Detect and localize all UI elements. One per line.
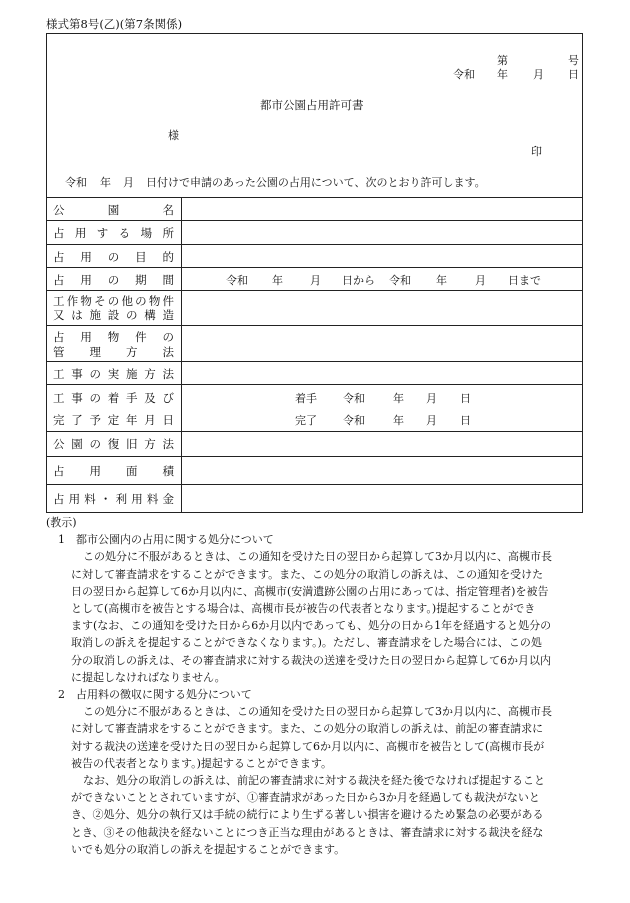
date-month: 月	[533, 68, 544, 81]
row-label: 工 作 物 そ の 他 の 物 件	[53, 294, 174, 308]
period-year-to: 年	[436, 274, 447, 287]
date-era: 令和	[453, 68, 475, 81]
table-rule	[46, 220, 583, 221]
table-rule	[46, 267, 583, 268]
section1-line: ます(なお、この通知を受けた日から6か月以内であっても、処分の日から1年を経過すると処分の	[71, 619, 552, 633]
period-from: 日から	[342, 274, 375, 287]
period-era-from: 令和	[226, 274, 248, 287]
construction-end-era: 令和	[343, 414, 365, 427]
section1-line: 取消しの訴えを提起することができなくなります。)。ただし、審査請求をした場合には、この処	[71, 636, 542, 650]
section2-line: ができないこととされていますが、①審査請求があった日から3か月を経過しても裁決がないと	[71, 791, 540, 805]
construction-end-year: 年	[393, 414, 404, 427]
section2-line: いでも処分の取消しの訴えを提起することができます。	[71, 842, 346, 856]
table-rule	[46, 244, 583, 245]
intro-era: 令和	[65, 176, 87, 189]
construction-start-era: 令和	[343, 392, 365, 405]
instructions	[46, 514, 552, 858]
row-label: 占 用 料 ・ 利 用 料 金	[53, 492, 174, 506]
row-label: 工 事 の 実 施 方 法	[53, 367, 174, 381]
section2-line: 対する裁決の送達を受けた日の翌日から起算して6か月以内に、高槻市を被告として(高槻市長が	[71, 739, 545, 753]
addressee-suffix: 様	[168, 129, 179, 142]
date-day: 日	[568, 68, 579, 81]
section1-line: に提起しなければなりません。	[71, 670, 226, 684]
number-suffix: 号	[568, 54, 579, 67]
row-label: 公 園 名	[53, 203, 174, 217]
row-label: 又 は 施 設 の 構 造	[53, 308, 174, 322]
number-prefix: 第	[497, 54, 508, 67]
instructions-heading: (教示)	[46, 516, 77, 529]
table-rule	[46, 290, 583, 291]
row-label: 工 事 の 着 手 及 び	[53, 391, 174, 405]
table-rule	[46, 361, 583, 362]
section2-line: き、②処分、処分の執行又は手続の続行により生ずる著しい損害を避けるため緊急の必要がある	[71, 808, 544, 822]
section1-title: 1 都市公園内の占用に関する処分について	[58, 533, 274, 547]
section2-title: 2 占用料の徴収に関する処分について	[58, 688, 252, 702]
row-label: 占 用 の 目 的	[53, 250, 174, 264]
section1-line: 分の取消しの訴えは、その審査請求に対する裁決の送達を受けた日の翌日から起算して6か月以内	[71, 653, 551, 667]
period-month-to: 月	[475, 274, 486, 287]
section2-line: に対して審査請求をすることができます。また、この処分の取消しの訴えは、前記の審査請求に	[71, 722, 544, 736]
section2-line: とき、③その他裁決を経ないことにつき正当な理由があるときは、審査請求に対する裁決を経な	[71, 825, 544, 839]
section2-line: 被告の代表者となります。)提起することができます。	[71, 756, 333, 770]
intro-text: 日付けで申請のあった公園の占用について、次のとおり許可します。	[146, 176, 486, 189]
construction-start-day: 日	[460, 392, 471, 405]
row-label: 占 用 物 件 の	[53, 330, 174, 344]
section1-line: 日の翌日から起算して6か月以内に、高槻市(安満遺跡公園の占用にあっては、指定管理者)を被告	[71, 584, 549, 598]
period-era-to: 令和	[389, 274, 411, 287]
section2-line: なお、処分の取消しの訴えは、前記の審査請求に対する裁決を経た後でなければ提起すること	[83, 774, 545, 788]
table-rule	[46, 456, 583, 457]
table-rule	[46, 384, 583, 385]
intro-month: 月	[123, 176, 134, 189]
row-label: 占 用 面 積	[53, 464, 174, 478]
row-label: 占 用 の 期 間	[53, 273, 174, 287]
table-rule	[46, 197, 583, 198]
period-year-from: 年	[272, 274, 283, 287]
section2-line: この処分に不服があるときは、この通知を受けた日の翌日から起算して3か月以内に、高槻市長	[83, 705, 552, 719]
table-column-divider	[181, 197, 182, 513]
table-rule	[46, 325, 583, 326]
construction-end: 完了	[295, 414, 317, 427]
construction-end-month: 月	[426, 414, 437, 427]
construction-start-year: 年	[393, 392, 404, 405]
period-month-from: 月	[310, 274, 321, 287]
date-year: 年	[497, 68, 508, 81]
row-label: 占 用 す る 場 所	[53, 226, 174, 240]
row-label: 公 園 の 復 旧 方 法	[53, 437, 174, 451]
document-title: 都市公園占用許可書	[260, 98, 364, 112]
period-until: 日まで	[508, 274, 541, 287]
section1-line: に対して審査請求をすることができます。また、この処分の取消しの訴えは、この通知を受けた	[71, 567, 544, 581]
section1-line: として(高槻市を被告とする場合は、高槻市長が被告の代表者となります。)提起することができ	[71, 602, 536, 616]
table-rule	[46, 484, 583, 485]
seal-mark: 印	[531, 145, 542, 158]
construction-start-month: 月	[426, 392, 437, 405]
row-label: 完 了 予 定 年 月 日	[53, 413, 174, 427]
table-rule	[46, 431, 583, 432]
construction-start: 着手	[295, 392, 317, 405]
row-label: 管 理 方 法	[53, 345, 174, 359]
form-code: 様式第8号(乙)(第7条関係)	[46, 17, 183, 31]
intro-year: 年	[100, 176, 111, 189]
section1-line: この処分に不服があるときは、この通知を受けた日の翌日から起算して3か月以内に、高槻市長	[83, 550, 552, 564]
construction-end-day: 日	[460, 414, 471, 427]
